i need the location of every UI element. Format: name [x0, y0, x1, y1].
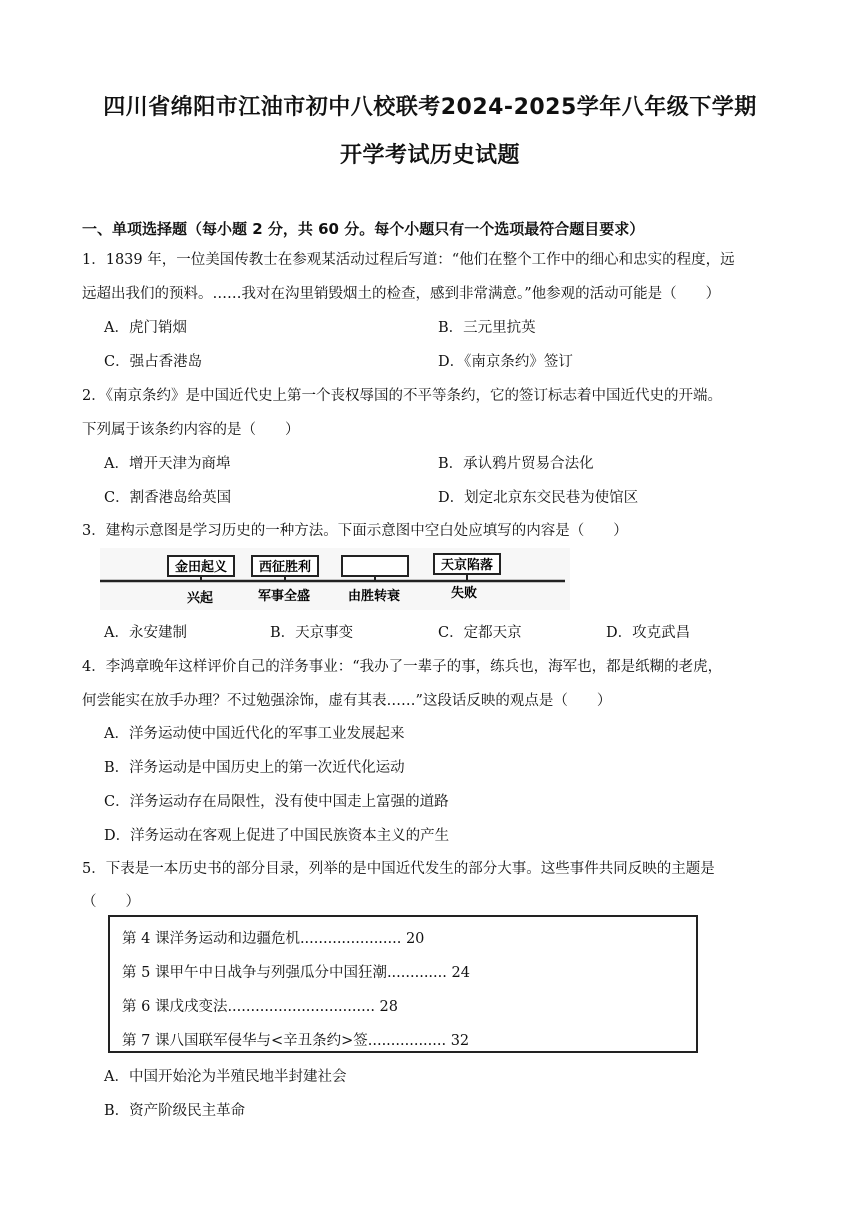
q1-option-d: D．《南京条约》签订	[438, 354, 573, 370]
q4-option-a: A．洋务运动使中国近代化的军事工业发展起来	[104, 726, 405, 742]
q2-option-d: D．划定北京东交民巷为使馆区	[438, 490, 639, 506]
q2-stem-line1: 2．《南京条约》是中国近代史上第一个丧权辱国的不平等条约，它的签订标志着中国近代史的开端。	[82, 388, 722, 404]
q1-option-b: B．三元里抗英	[438, 320, 536, 336]
exam-title-line1: 四川省绵阳市江油市初中八校联考2024-2025学年八年级下学期	[103, 95, 757, 120]
q5-option-b: B．资产阶级民主革命	[104, 1103, 246, 1119]
q3-option-b: B．天京事变	[270, 625, 354, 641]
q3-option-c: C．定都天京	[438, 625, 522, 641]
q2-option-a: A．增开天津为商埠	[104, 456, 231, 472]
timeline-box-1-label: 金田起义	[174, 560, 228, 575]
q4-option-d: D．洋务运动在客观上促进了中国民族资本主义的产生	[104, 828, 450, 844]
section-heading: 一、单项选择题（每小题 2 分，共 60 分。每个小题只有一个选项最符合题目要求）	[82, 220, 645, 238]
taiping-timeline-diagram	[100, 548, 570, 610]
q5-stem-line1: 5．下表是一本历史书的部分目录，列举的是中国近代发生的部分大事。这些事件共同反映的主题是	[82, 861, 715, 877]
timeline-stage-4: 失败	[450, 586, 478, 601]
timeline-stage-2: 军事全盛	[257, 589, 311, 604]
toc-item-1: 第 4 课洋务运动和边疆危机...................... 20	[122, 931, 425, 947]
q5-stem-line2: （ ）	[82, 894, 140, 910]
timeline-stage-3: 由胜转衰	[347, 589, 401, 604]
q3-option-a: A．永安建制	[104, 625, 187, 641]
q2-option-c: C．割香港岛给英国	[104, 490, 232, 506]
q1-stem-line1: 1．1839 年，一位美国传教士在参观某活动过程后写道：“他们在整个工作中的细心和忠实的程度，远	[82, 252, 735, 268]
toc-item-4: 第 7 课八国联军侵华与<辛丑条约>签................. 32	[122, 1033, 470, 1049]
timeline-stage-1: 兴起	[186, 591, 214, 606]
q3-option-d: D．攻克武昌	[606, 625, 691, 641]
q3-stem-line1: 3．建构示意图是学习历史的一种方法。下面示意图中空白处应填写的内容是（ ）	[82, 523, 628, 539]
q2-option-b: B．承认鸦片贸易合法化	[438, 456, 594, 472]
timeline-box-2-label: 西征胜利	[258, 560, 312, 575]
q4-stem-line2: 何尝能实在放手办理？不过勉强涂饰，虚有其表……”这段话反映的观点是（ ）	[82, 693, 612, 709]
q5-option-a: A．中国开始沦为半殖民地半封建社会	[104, 1069, 347, 1085]
q4-option-c: C．洋务运动存在局限性，没有使中国走上富强的道路	[104, 794, 449, 810]
q1-option-c: C．强占香港岛	[104, 354, 203, 370]
exam-title-line2: 开学考试历史试题	[339, 143, 520, 168]
q2-stem-line2: 下列属于该条约内容的是（ ）	[82, 422, 300, 438]
q1-option-a: A．虎门销烟	[104, 320, 187, 336]
q4-stem-line1: 4．李鸿章晚年这样评价自己的洋务事业：“我办了一辈子的事，练兵也，海军也，都是纸糊的老虎，	[82, 659, 723, 675]
q5-table-of-contents	[108, 915, 698, 1053]
q1-stem-line2: 远超出我们的预料。……我对在沟里销毁烟土的检查，感到非常满意。”他参观的活动可能是（ ）	[82, 286, 721, 302]
toc-item-3: 第 6 课戊戌变法................................ 28	[122, 999, 398, 1015]
timeline-box-4-label: 天京陷落	[440, 558, 494, 573]
q4-option-b: B．洋务运动是中国历史上的第一次近代化运动	[104, 760, 405, 776]
toc-item-2: 第 5 课甲午中日战争与列强瓜分中国狂潮............. 24	[122, 965, 470, 981]
